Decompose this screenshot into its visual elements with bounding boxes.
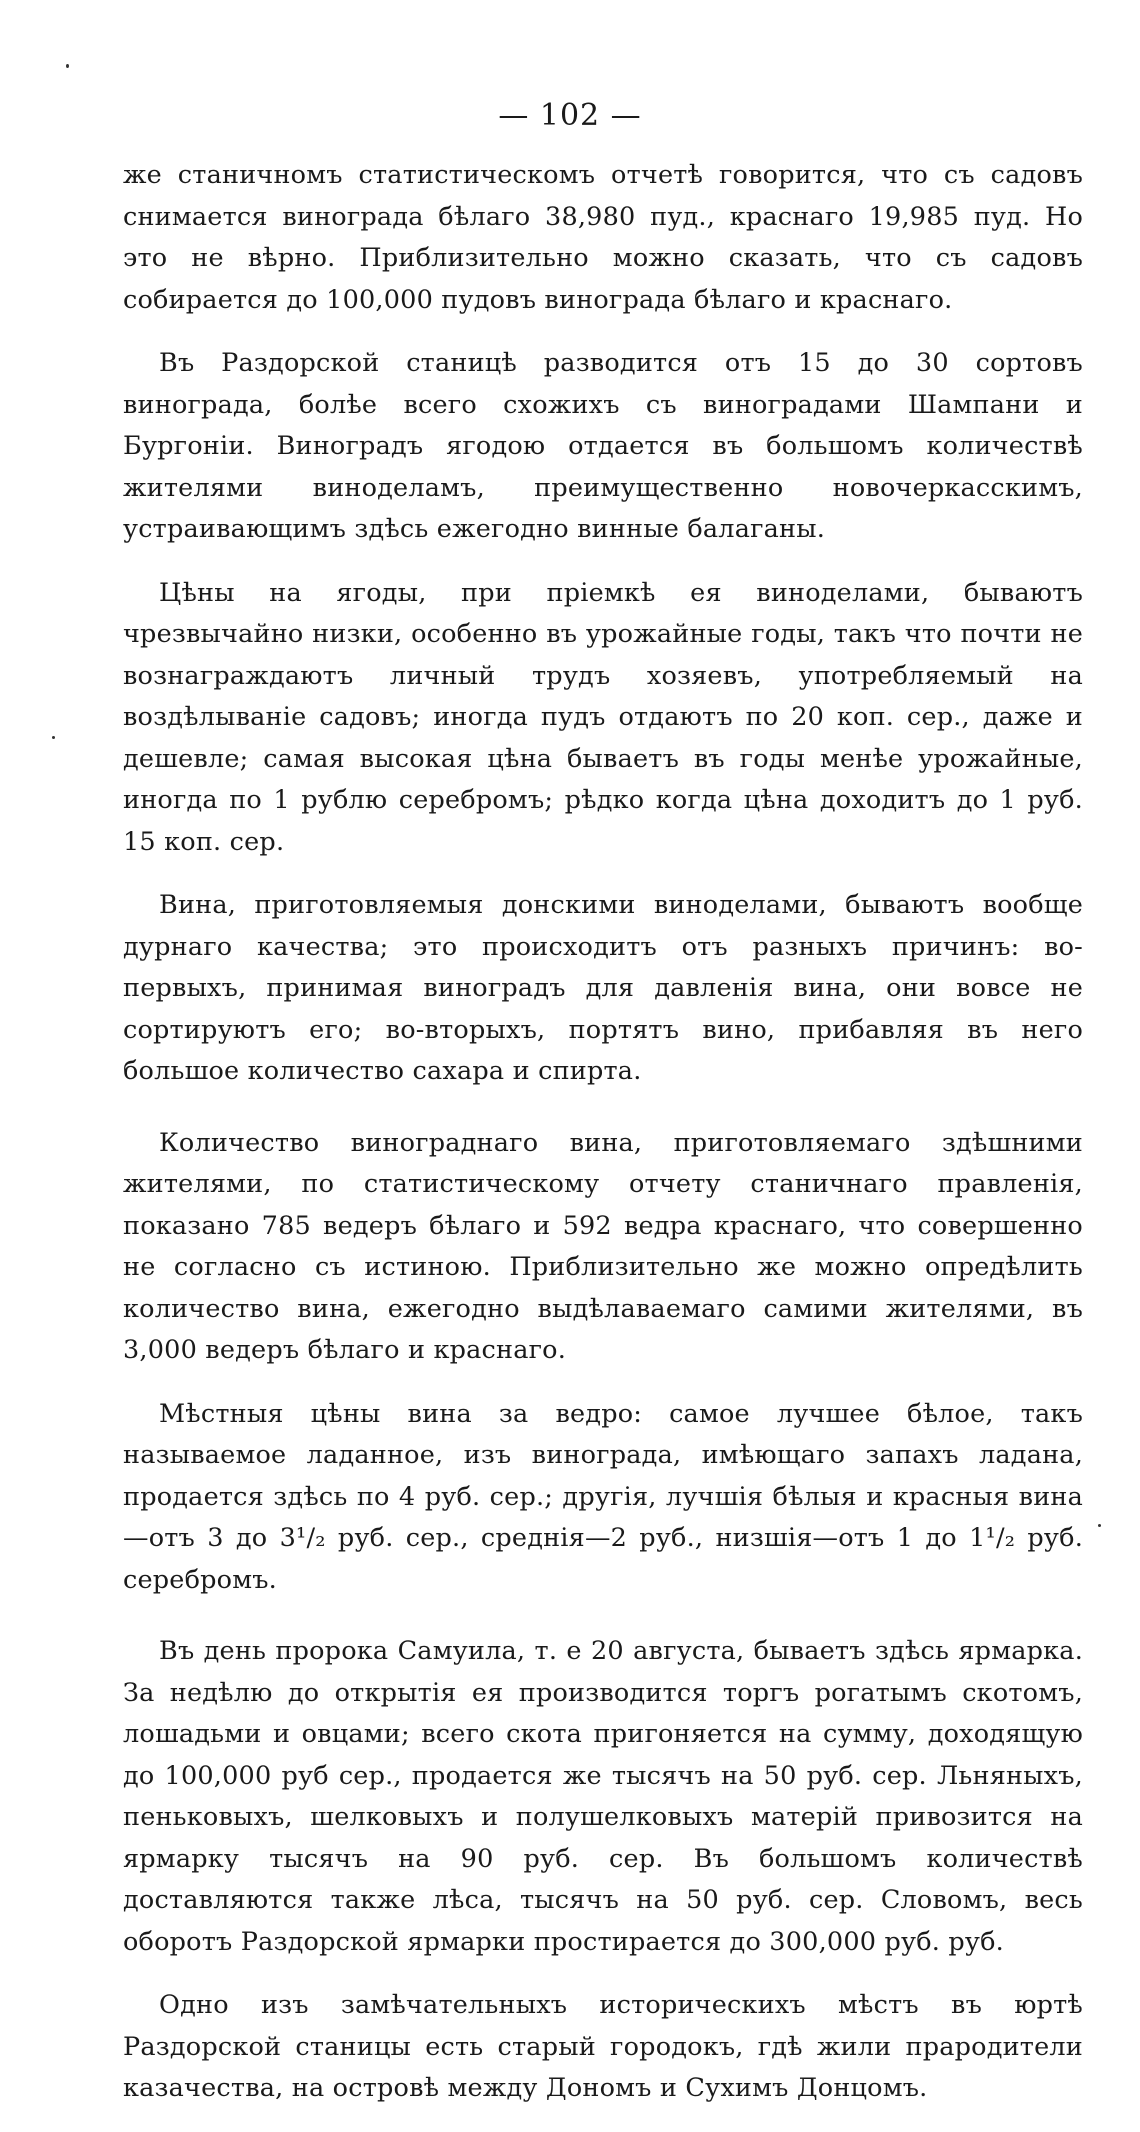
paragraph-grape-varieties: Въ Раздорской станицѣ разводится отъ 15 до 30 сортовъ винограда, болѣе всего схожихъ съ виноградами Шампани и Бургоніи. Виноградъ ягодою отдается въ большомъ количествѣ жителями виноделамъ, преимущественно новочеркасскимъ, устраивающимъ здѣсь ежегодно винные балаганы. (123, 348, 1083, 544)
paragraph-local-wine-prices: Мѣстныя цѣны вина за ведро: самое лучшее бѣлое, такъ называемое ладанное, изъ винограда, имѣющаго запахъ ладана, продается здѣсь по 4 руб. сер.; другія, лучшія бѣлыя и красныя вина—отъ 3 до 3¹/₂ руб. сер., среднія—2 руб., низшія—отъ 1 до 1¹/₂ руб. серебромъ. (123, 1398, 1083, 1595)
body-text (123, 155, 1083, 2132)
paragraph-historic-site: Одно изъ замѣчательныхъ историческихъ мѣстъ въ юртѣ Раздорской станицы есть старый городокъ, гдѣ жили прародители казачества, на островѣ между Дономъ и Сухимъ Донцомъ. (123, 1990, 1083, 2103)
paragraph-continuation: же станичномъ статистическомъ отчетѣ говорится, что съ садовъ снимается винограда бѣлаго 38,980 пуд., краснаго 19,985 пуд. Но это не вѣрно. Приблизительно можно сказать, что съ садовъ собирается до 100,000 пудовъ винограда бѣлаго и краснаго. (123, 160, 1083, 315)
paragraph-fair: Въ день пророка Самуила, т. е 20 августа, бываетъ здѣсь ярмарка. За недѣлю до открытія ея производится торгъ рогатымъ скотомъ, лошадьми и овцами; всего скота пригоняется на сумму, доходящую до 100,000 руб сер., продается же тысячъ на 50 руб. сер. Льняныхъ, пеньковыхъ, шелковыхъ и полушелковыхъ матерій привозится на ярмарку тысячъ на 90 руб. сер. Въ большомъ количествѣ доставляются также лѣса, тысячъ на 50 руб. сер. Словомъ, весь оборотъ Раздорской ярмарки простирается до 300,000 руб. руб. (123, 1636, 1083, 1957)
paper-speck (52, 736, 55, 739)
paragraph-wine-quantity: Количество винограднаго вина, приготовляемаго здѣшними жителями, по статистическому отчету станичнаго правленія, показано 785 ведеръ бѣлаго и 592 ведра краснаго, что совершенно не согласно съ истиною. Приблизительно же можно опредѣлить количество вина, ежегодно выдѣлаваемаго самими жителями, въ 3,000 ведеръ бѣлаго и краснаго. (123, 1127, 1083, 1365)
paper-speck (66, 64, 69, 68)
paper-speck (1098, 1524, 1101, 1527)
paragraph-grape-prices: Цѣны на ягоды, при пріемкѣ ея виноделами, бываютъ чрезвычайно низки, особенно въ урожайные годы, такъ что почти не вознаграждаютъ личный трудъ хозяевъ, употребляемый на воздѣлываніе садовъ; иногда пудъ отдаютъ по 20 коп. сер., даже и дешевле; самая высокая цѣна бываетъ въ годы менѣе урожайные, иногда по 1 рублю серебромъ; рѣдко когда цѣна доходитъ до 1 руб. 15 коп. сер. (123, 577, 1083, 857)
paragraph-wine-quality: Вина, приготовляемыя донскими виноделами, бываютъ вообще дурнаго качества; это происходитъ отъ разныхъ причинъ: во-первыхъ, принимая виноградъ для давленія вина, они вовсе не сортируютъ его; во-вторыхъ, портятъ вино, прибавляя въ него большое количество сахара и спирта. (123, 890, 1083, 1086)
page-number: — 102 — (498, 98, 642, 133)
